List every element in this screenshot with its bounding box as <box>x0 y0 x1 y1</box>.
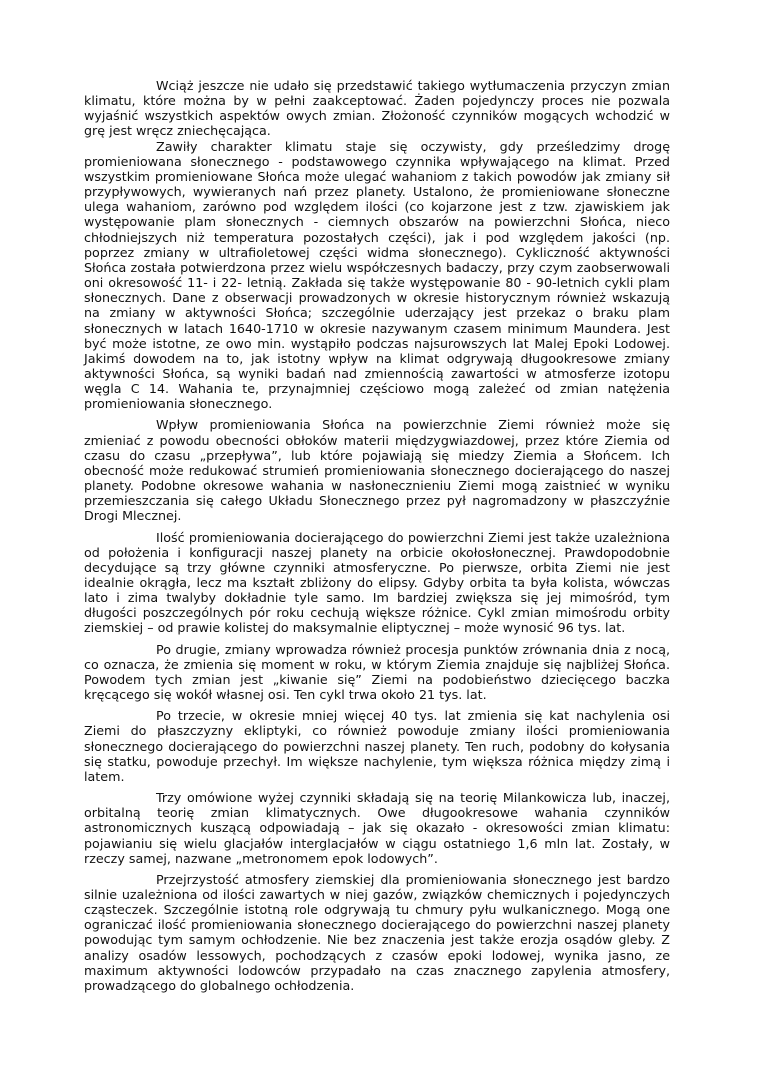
paragraph-3: Wpływ promieniowania Słońca na powierzchnie Ziemi również może się zmieniać z powodu obecności obłoków materii międzygwiazdowej, przez które Ziemia od czasu do czasu „przepływa”, lub które pojawiają się miedzy Ziemia a Słońcem. Ich obecność może redukować strumień promieniowania słonecznego docierającego do naszej planety. Podobne okresowe wahania w nasłonecznieniu Ziemi mogą zaistnieć w wyniku przemieszczania się całego Układu Słonecznego przez pył nagromadzony w płaszczyźnie Drogi Mlecznej. <box>84 417 670 524</box>
paragraph-1: Wciąż jeszcze nie udało się przedstawić takiego wytłumaczenia przyczyn zmian klimatu, które można by w pełni zaakceptować. Żaden pojedynczy proces nie pozwala wyjaśnić wszystkich aspektów owych zmian. Złożoność czynników mogących wchodzić w grę jest wręcz zniechęcająca. <box>84 78 670 139</box>
document-page <box>84 78 670 993</box>
paragraph-6: Po trzecie, w okresie mniej więcej 40 tys. lat zmienia się kat nachylenia osi Ziemi do płaszczyzny ekliptyki, co również powoduje zmiany ilości promieniowania słonecznego docierającego do powierzchni naszej planety. Ten ruch, podobny do kołysania się statku, powoduje przechył. Im większe nachylenie, tym większa różnica między zimą i latem. <box>84 708 670 784</box>
paragraph-5: Po drugie, zmiany wprowadza również procesja punktów zrównania dnia z nocą, co oznacza, że zmienia się moment w roku, w którym Ziemia znajduje się najbliżej Słońca. Powodem tych zmian jest „kiwanie się” Ziemi na podobieństwo dziecięcego baczka kręcącego się wokół własnej osi. Ten cykl trwa około 21 tys. lat. <box>84 641 670 703</box>
paragraph-7: Trzy omówione wyżej czynniki składają się na teorię Milankowicza lub, inaczej, orbitalną teorię zmian klimatycznych. Owe długookresowe wahania czynników astronomicznych kuszącą odpowiadają – jak się okazało - okresowości zmian klimatu: pojawianiu się wielu glacjałów interglacjałów w ciągu ostatniego 1,6 mln lat. Zostały, w rzeczy samej, nazwane „metronomem epok lodowych”. <box>84 790 670 866</box>
paragraph-8: Przejrzystość atmosfery ziemskiej dla promieniowania słonecznego jest bardzo silnie uzależniona od ilości zawartych w niej gazów, związków chemicznych i pojedynczych cząsteczek. Szczególnie istotną role odgrywają tu chmury pyłu wulkanicznego. Mogą one ograniczać ilość promieniowania słonecznego docierającego do powierzchni naszej planety powodując tym samym ochłodzenie. Nie bez znaczenia jest także erozja osądów gleby. Z analizy osadów lessowych, pochodzących z czasów epoki lodowej, wynika jasno, ze maximum aktywności lodowców przypadało na czas znacznego zapylenia atmosfery, prowadzącego do globalnego ochłodzenia. <box>84 871 670 993</box>
paragraph-4: Ilość promieniowania docierającego do powierzchni Ziemi jest także uzależniona od położenia i konfiguracji naszej planety na orbicie okołosłonecznej. Prawdopodobnie decydujące są trzy główne czynniki atmosferyczne. Po pierwsze, orbita Ziemi nie jest idealnie okrągła, lecz ma kształt zbliżony do elipsy. Gdyby orbita ta była kolista, wówczas lato i zima twalyby dokładnie tyle samo. Im bardziej zwiększa się jej mimośród, tym długości poszczególnych pór roku cechują większe różnice. Cykl zmian mimośrodu orbity ziemskiej – od prawie kolistej do maksymalnie eliptycznej – może wynosić 96 tys. lat. <box>84 529 670 636</box>
paragraph-2: Zawiły charakter klimatu staje się oczywisty, gdy prześledzimy drogę promieniowana słonecznego - podstawowego czynnika wpływającego na klimat. Przed wszystkim promieniowane Słońca może ulegać wahaniom z takich powodów jak zmiany sił przypływowych, wywieranych nań przez planety. Ustalono, że promieniowane słoneczne ulega wahaniom, zarówno pod względem ilości (co kojarzone jest z tzw. zjawiskiem jak występowanie plam słonecznych - ciemnych obszarów na powierzchni Słońca, nieco chłodniejszych niż temperatura pozostałych części), jak i pod względem jakości (np. poprzez zmiany w ultrafioletowej części widma słonecznego). Cykliczność aktywności Słońca została potwierdzona przez wielu współczesnych badaczy, przy czym zaobserwowali oni okresowość 11- i 22- letnią. Zakłada się także występowanie 80 - 90-letnich cykli plam słonecznych. Dane z obserwacji prowadzonych w okresie historycznym również wskazują na zmiany w aktywności Słońca; szczególnie uderzający jest przekaz o braku plam słonecznych w latach 1640-1710 w okresie nazywanym czasem minimum Maundera. Jest być może istotne, ze owo min. wystąpiło podczas najsurowszych lat Malej Epoki Lodowej. Jakimś dowodem na to, jak istotny wpływ na klimat odgrywają długookresowe zmiany aktywności Słońca, są wyniki badań nad zmiennością zawartości w atmosferze izotopu węgla C 14. Wahania te, przynajmniej częściowo mogą zależeć od zmian natężenia promieniowania słonecznego. <box>84 138 670 412</box>
